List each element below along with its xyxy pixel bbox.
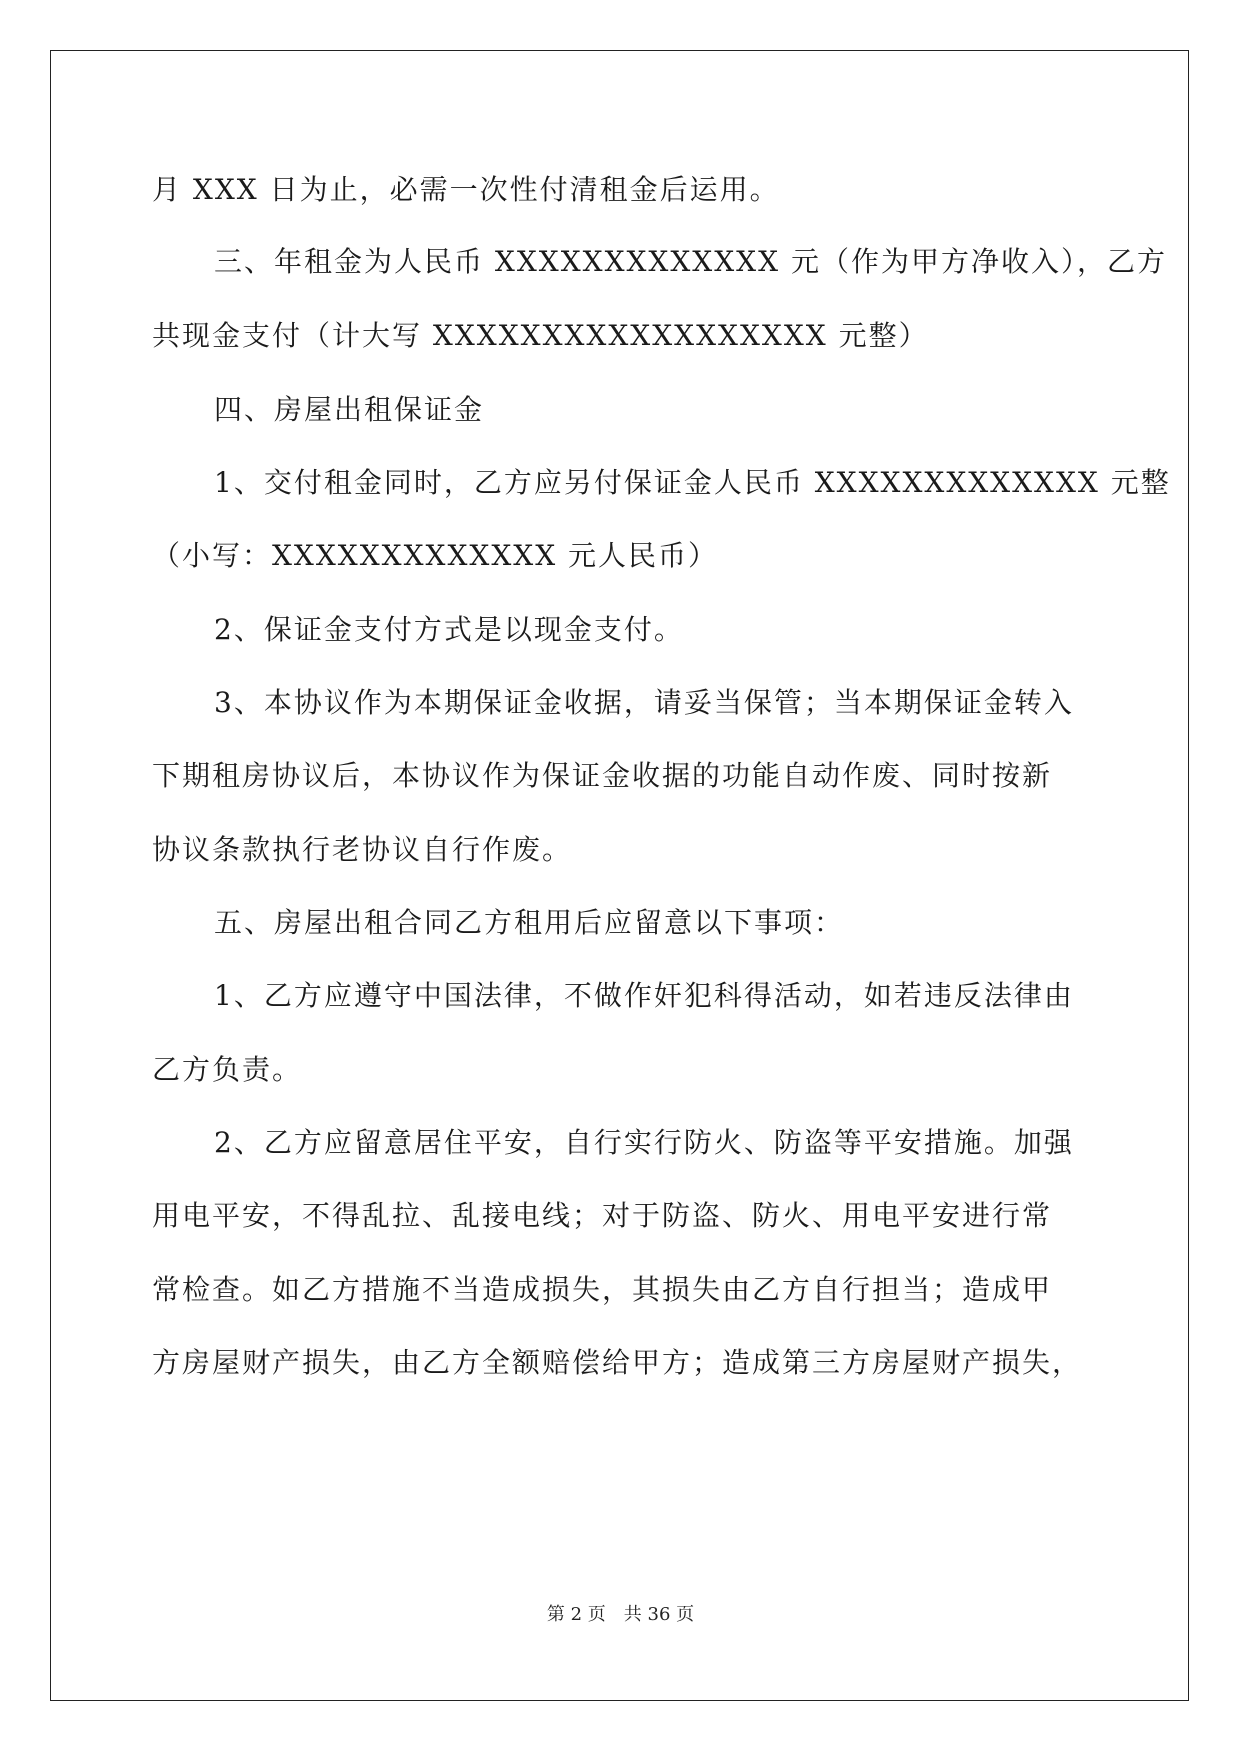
text-line: 下期租房协议后，本协议作为保证金收据的功能自动作废、同时按新 xyxy=(152,759,1053,792)
text-line: （小写：XXXXXXXXXXXXX 元人民币） xyxy=(152,539,719,572)
text-line: 四、房屋出租保证金 xyxy=(214,393,485,426)
total-pages: 共 36 页 xyxy=(623,1604,695,1625)
text-line: 2、乙方应留意居住平安，自行实行防火、防盗等平安措施。加强 xyxy=(214,1126,1074,1159)
text-line: 2、保证金支付方式是以现金支付。 xyxy=(214,613,684,646)
text-line: 常检查。如乙方措施不当造成损失，其损失由乙方自行担当；造成甲 xyxy=(152,1273,1053,1306)
text-line: 方房屋财产损失，由乙方全额赔偿给甲方；造成第三方房屋财产损失， xyxy=(152,1346,1083,1379)
text-line: 1、乙方应遵守中国法律，不做作奸犯科得活动，如若违反法律由 xyxy=(214,979,1074,1012)
text-line: 3、本协议作为本期保证金收据，请妥当保管；当本期保证金转入 xyxy=(214,686,1074,719)
text-line: 乙方负责。 xyxy=(152,1053,303,1086)
page-number: 第 2 页 xyxy=(546,1604,606,1625)
text-line: 月 XXX 日为止，必需一次性付清租金后运用。 xyxy=(152,173,780,206)
text-line: 用电平安，不得乱拉、乱接电线；对于防盗、防火、用电平安进行常 xyxy=(152,1199,1053,1232)
page-footer xyxy=(0,1600,1241,1626)
text-line: 协议条款执行老协议自行作废。 xyxy=(152,833,573,866)
text-line: 三、年租金为人民币 XXXXXXXXXXXXX 元（作为甲方净收入），乙方 xyxy=(214,245,1167,278)
text-line: 1、交付租金同时，乙方应另付保证金人民币 XXXXXXXXXXXXX 元整 xyxy=(214,466,1171,499)
text-line: 五、房屋出租合同乙方租用后应留意以下事项： xyxy=(214,906,845,939)
text-line: 共现金支付（计大写 XXXXXXXXXXXXXXXXXX 元整） xyxy=(152,319,929,352)
